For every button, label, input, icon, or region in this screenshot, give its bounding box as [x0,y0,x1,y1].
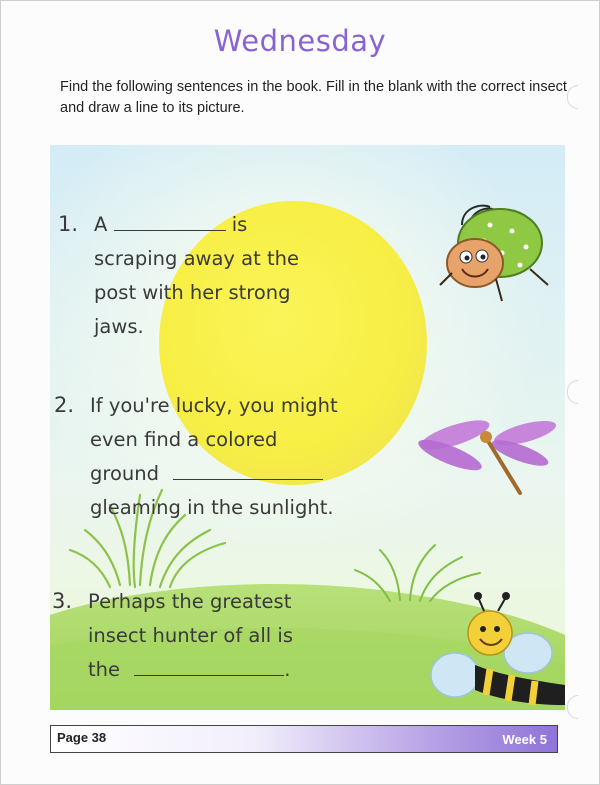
sentence-text: If you're lucky, you might [90,394,338,417]
sentence-1 [58,207,299,344]
sentence-text: insect hunter of all is [88,624,293,647]
sentence-text: the [88,658,121,681]
sentence-text: ground [90,462,159,485]
illustration-panel [50,145,565,710]
sentence-text: Perhaps the greatest [88,590,292,613]
answer-blank-3[interactable] [134,655,284,676]
week-label: Week 5 [502,732,547,747]
sentence-text: jaws. [94,315,144,338]
sentence-text: scraping away at the [94,247,299,270]
answer-blank-1[interactable] [114,210,226,231]
sentence-text: . [284,658,291,681]
sentence-number: 1. [58,212,79,236]
sentence-text: A [94,213,108,236]
sentence-number: 3. [52,589,73,613]
answer-blank-2[interactable] [173,459,323,480]
sentence-number: 2. [54,393,75,417]
page-number: Page 38 [57,730,107,745]
page-title: Wednesday [213,24,387,58]
sentence-text: post with her strong [94,281,291,304]
sentence-text: is [231,213,248,236]
instructions-text: Find the following sentences in the book. Fill in the blank with the correct insect and draw a line to its picture. [60,79,567,116]
sentence-text: even find a colored [90,428,278,451]
sentence-3 [52,584,293,687]
sentence-text: gleaming in the sunlight. [90,496,334,519]
sentence-2 [54,388,338,525]
page-footer [50,725,558,753]
